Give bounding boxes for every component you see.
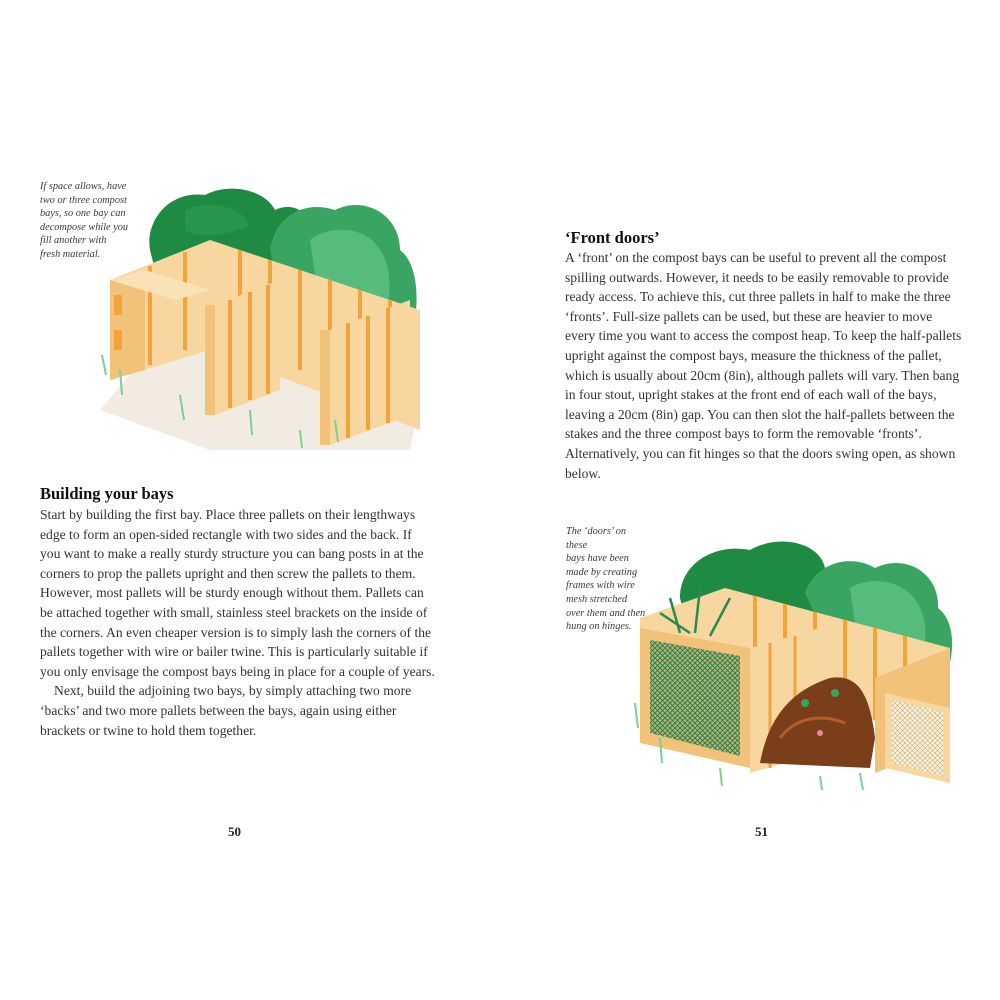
mesh-door-open xyxy=(885,693,950,783)
body-text xyxy=(565,248,965,483)
three-open-pallet-compost-bays-icon xyxy=(90,180,440,450)
section-heading: Building your bays xyxy=(40,484,174,503)
body-text xyxy=(40,505,435,740)
paragraph: Start by building the first bay. Place three pallets on their lengthways edge to form an open-sided rectangle with two sides and the back. If you want to make a really sturdy structure you can bang posts in at the corners to prop the pallets upright and then screw the pallets to them. However, most pallets will be sturdy enough without them. Pallets can be attached together with small, stainless steel brackets on the inside of the corners. An even cheaper version is to simply lash the corners of the pallets together with wire or bailer twine. This is particularly suitable if you only envisage the compost bays being in place for a couple of years. xyxy=(40,507,435,679)
paragraph: Next, build the adjoining two bays, by simply attaching two more ‘backs’ and two more pallets between the bays, again using either brackets or twine to hold them together. xyxy=(40,683,412,738)
right-page xyxy=(500,0,1000,1000)
illustration-caption: The ‘doors’ on these bays have been made by creating frames with wire mesh stretched over them and then hung on hinges. xyxy=(566,526,646,633)
compost-bays-with-mesh-doors-icon xyxy=(620,528,970,790)
page-number: 50 xyxy=(228,824,241,839)
mesh-door-closed xyxy=(640,628,750,768)
section-heading: ‘Front doors’ xyxy=(565,228,660,247)
illustration-caption: If space allows, have two or three compost bays, so one bay can decompose while you fill another with fresh material. xyxy=(40,181,129,260)
page-number: 51 xyxy=(755,824,768,839)
paragraph: A ‘front’ on the compost bays can be useful to prevent all the compost spilling outwards. However, it needs to be easily removable to provide ready access. To achieve this, cut three pallets in half to make the three ‘fronts’. Full-size pallets can be used, but these are heavier to move every time you want to access the compost heap. To keep the half-pallets upright against the compost bays, measure the thickness of the pallet, which is usually about 20cm (8in), although pallets will vary. Then bang in four stout, upright stakes at the front end of each wall of the bays, leaving a 20cm (8in) gap. You can then slot the half-pallets between the stakes and the three compost bays to form the removable ‘fronts’. Alternatively, you can fit hinges so that the doors swing open, as shown below. xyxy=(565,250,962,481)
